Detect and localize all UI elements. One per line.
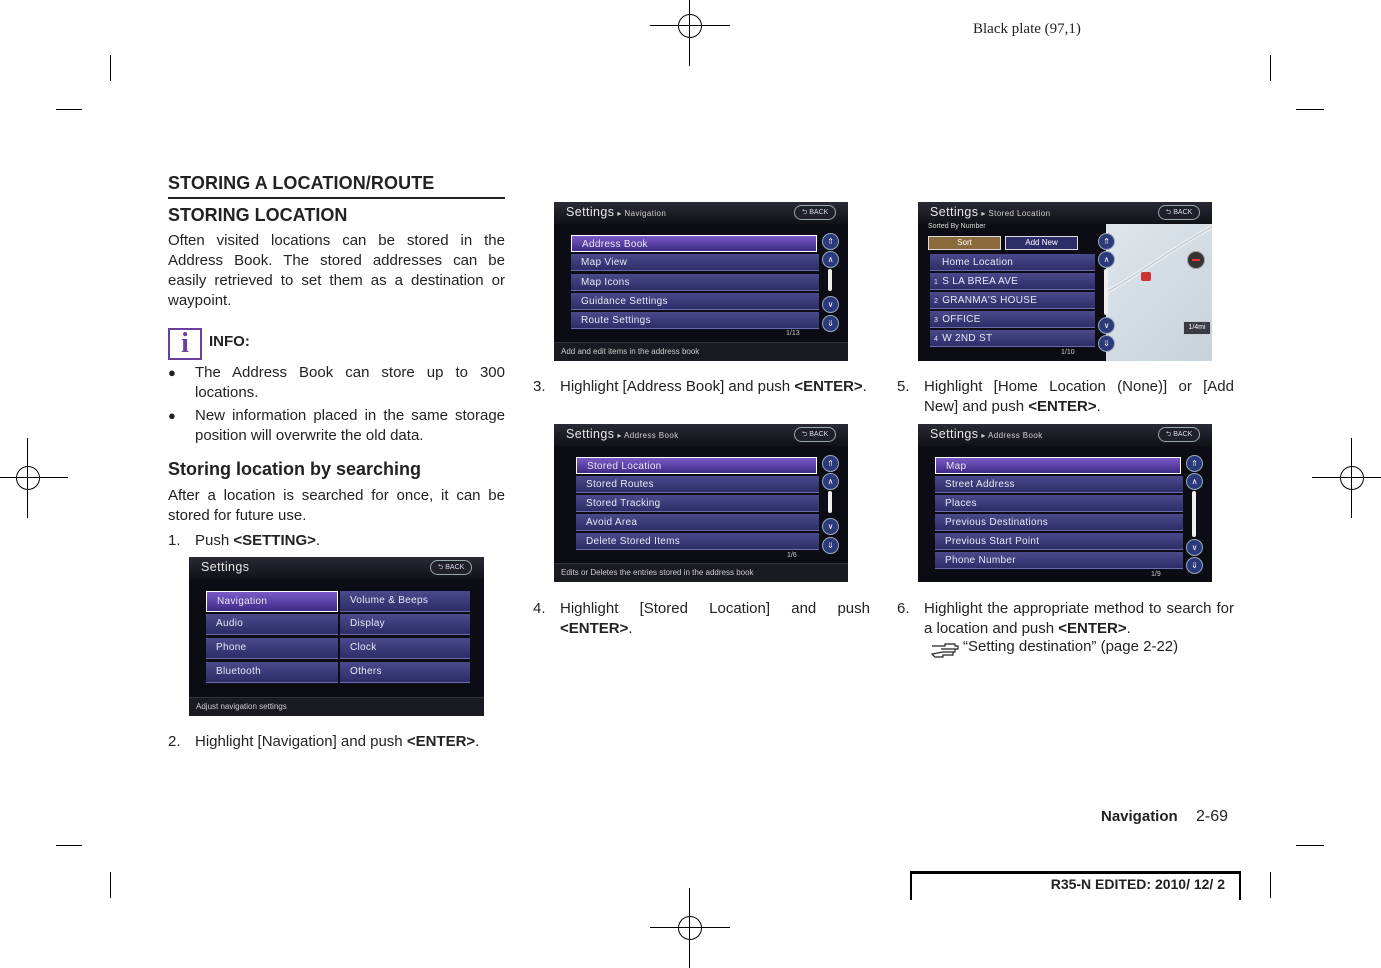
edited-stamp: R35-N EDITED: 2010/ 12/ 2 — [1050, 876, 1225, 892]
menu-item-navigation[interactable]: Navigation — [206, 591, 338, 612]
address-book-search-screen — [918, 424, 1212, 582]
intro-paragraph: Often visited locations can be stored in the Address Book. The stored addresses can be easily retrieved to set them as a destination or waypoint. — [168, 232, 505, 309]
list-item-number: 1 — [934, 279, 939, 286]
page-down-icon[interactable]: ⇓ — [822, 315, 839, 332]
crop-mark — [1296, 845, 1324, 846]
breadcrumb-text: Navigation — [624, 209, 667, 218]
menu-item-guidance-settings[interactable]: Guidance Settings — [571, 293, 819, 310]
list-item[interactable] — [930, 292, 1095, 309]
step-text: Push — [195, 532, 234, 549]
step-text: Highlight [Address Book] and push — [560, 378, 795, 395]
step-text: Highlight [Navigation] and push — [195, 733, 407, 750]
section-title: STORING A LOCATION/ROUTE — [168, 173, 505, 199]
page-indicator: 1/10 — [1061, 349, 1075, 356]
step-3 — [533, 377, 870, 417]
navigation-screen — [554, 202, 848, 361]
back-button[interactable]: ⮌ BACK — [794, 205, 836, 220]
breadcrumb: ▸ Address Book — [617, 431, 679, 440]
step-text: Highlight [Stored Location] and push — [560, 600, 870, 617]
page-up-icon[interactable]: ⇑ — [1186, 455, 1203, 472]
step-number: 6. — [897, 600, 910, 617]
breadcrumb-text: Address Book — [623, 431, 679, 440]
menu-item-street-address[interactable]: Street Address — [935, 476, 1183, 493]
menu-item-address-book[interactable]: Address Book — [571, 235, 817, 252]
searching-paragraph: After a location is searched for once, it can be stored for future use. — [168, 487, 505, 524]
scrollbar[interactable] — [1192, 491, 1196, 537]
location-marker-icon — [1141, 272, 1151, 281]
step-key: <ENTER> — [406, 733, 476, 750]
list-item-label: S LA BREA AVE — [942, 276, 1019, 287]
step-punct: . — [315, 532, 321, 549]
menu-item-phone-number[interactable]: Phone Number — [935, 552, 1183, 569]
scroll-down-icon[interactable]: ∨ — [822, 296, 839, 313]
breadcrumb: ▸ Stored Location — [981, 209, 1051, 218]
step-key: <ENTER> — [560, 620, 629, 637]
step-punct: . — [1126, 620, 1131, 637]
zoom-out-icon[interactable] — [1187, 251, 1205, 269]
page-number: 2-69 — [1196, 808, 1229, 825]
screen-title — [566, 205, 666, 219]
crop-mark — [110, 872, 111, 898]
page-reference[interactable]: “Setting destination” (page 2-22) — [963, 638, 1179, 655]
sort-status: Sorted By Number — [928, 223, 986, 230]
back-label: BACK — [445, 564, 465, 571]
breadcrumb-text: Address Book — [987, 431, 1043, 440]
scroll-controls — [822, 455, 840, 555]
list-item-number: 4 — [934, 336, 939, 343]
crop-mark — [1270, 55, 1271, 81]
scroll-down-icon[interactable]: ∨ — [822, 518, 839, 535]
scrollbar[interactable] — [828, 269, 832, 291]
step-key: <ENTER> — [1028, 398, 1097, 415]
info-bullet — [168, 406, 505, 446]
step-punct: . — [862, 378, 867, 395]
menu-item-avoid-area[interactable]: Avoid Area — [576, 514, 819, 531]
list-item-home-location[interactable] — [930, 254, 1095, 271]
screen-footer: Adjust navigation settings — [189, 697, 484, 716]
screen-title — [930, 427, 1043, 441]
crop-crosshair-bottom — [650, 888, 730, 968]
list-item-label: Home Location — [942, 257, 1014, 268]
list-item[interactable] — [930, 311, 1095, 328]
step-key: <ENTER> — [794, 378, 863, 395]
info-icon: i — [168, 328, 202, 360]
list-item-label: W 2ND ST — [942, 333, 993, 344]
list-item-label: GRANMA'S HOUSE — [942, 295, 1038, 306]
screen-title-text: Settings — [930, 427, 979, 441]
scroll-up-icon[interactable]: ∧ — [822, 473, 839, 490]
page-indicator: 1/9 — [1151, 571, 1161, 578]
menu-item-audio[interactable]: Audio — [206, 614, 338, 635]
step-number: 1. — [168, 532, 181, 549]
menu-item-map[interactable]: Map — [935, 457, 1181, 474]
step-4 — [533, 599, 870, 639]
scroll-controls — [1186, 455, 1204, 570]
page-down-icon[interactable]: ⇓ — [1098, 335, 1115, 352]
step-number: 2. — [168, 733, 181, 750]
edited-box — [910, 871, 1241, 900]
breadcrumb: ▸ Address Book — [981, 431, 1043, 440]
step-number: 3. — [533, 378, 546, 395]
step-5 — [897, 377, 1234, 417]
menu-item-bluetooth[interactable]: Bluetooth — [206, 662, 338, 683]
scroll-down-icon[interactable]: ∨ — [1098, 317, 1115, 334]
list-item[interactable] — [930, 330, 1095, 347]
list-item-number: 3 — [934, 317, 939, 324]
menu-item-route-settings[interactable]: Route Settings — [571, 312, 819, 329]
list-item-number: 2 — [934, 298, 939, 305]
menu-item-stored-location[interactable]: Stored Location — [576, 457, 817, 474]
page-indicator: 1/13 — [786, 330, 800, 337]
back-button[interactable]: ⮌ BACK — [794, 427, 836, 442]
menu-item-clock[interactable]: Clock — [340, 638, 470, 659]
screen-title-text: Settings — [566, 427, 615, 441]
back-label: BACK — [809, 209, 829, 216]
step-2 — [168, 732, 505, 752]
step-number: 5. — [897, 378, 910, 395]
breadcrumb: ▸ Navigation — [617, 209, 667, 218]
crop-crosshair-right — [1312, 438, 1381, 518]
menu-item-others[interactable]: Others — [340, 662, 470, 683]
scroll-up-icon[interactable]: ∧ — [822, 251, 839, 268]
scroll-controls — [1098, 233, 1116, 348]
screen-title: Settings — [201, 560, 250, 574]
crop-mark — [110, 55, 111, 81]
back-label: BACK — [1173, 431, 1193, 438]
map-scale: 1/4mi — [1183, 321, 1211, 335]
menu-item-map-icons[interactable]: Map Icons — [571, 274, 819, 291]
screen-title — [930, 205, 1050, 219]
info-bullet-text: The Address Book can store up to 300 locations. — [195, 364, 505, 401]
sort-button[interactable]: Sort — [928, 236, 1001, 250]
back-button[interactable]: ⮌ BACK — [430, 560, 472, 575]
bullet-icon: ● — [168, 408, 176, 423]
step-punct: . — [628, 620, 633, 637]
crop-crosshair-top — [650, 0, 730, 66]
step-text: Highlight the appropriate method to search for a location and push — [924, 600, 1234, 637]
page-down-icon[interactable]: ⇓ — [1186, 557, 1203, 574]
plate-label: Black plate (97,1) — [973, 21, 1081, 37]
breadcrumb-text: Stored Location — [988, 209, 1051, 218]
step-6 — [897, 599, 1234, 639]
menu-item-previous-start-point[interactable]: Previous Start Point — [935, 533, 1183, 550]
bullet-icon: ● — [168, 365, 176, 380]
back-button[interactable]: ⮌ BACK — [1158, 427, 1200, 442]
page-up-icon[interactable]: ⇑ — [822, 233, 839, 250]
menu-item-places[interactable]: Places — [935, 495, 1183, 512]
menu-item-display[interactable]: Display — [340, 614, 470, 635]
screen-title-text: Settings — [930, 205, 979, 219]
step-punct: . — [1096, 398, 1101, 415]
page-up-icon[interactable]: ⇑ — [1098, 233, 1115, 250]
crop-mark — [1296, 109, 1324, 110]
screen-title — [566, 427, 679, 441]
info-bullet-text: New information placed in the same storage position will overwrite the old data. — [195, 407, 505, 444]
footer-section: Navigation — [1101, 808, 1178, 825]
info-label: INFO: — [209, 333, 250, 350]
scrollbar[interactable] — [1104, 269, 1108, 315]
settings-screen — [189, 557, 484, 716]
step-key: <ENTER> — [1058, 620, 1127, 637]
crop-mark — [56, 109, 82, 110]
crop-crosshair-left — [0, 438, 68, 518]
subsection-title: STORING LOCATION — [168, 205, 348, 225]
crop-mark — [56, 845, 82, 846]
scroll-up-icon[interactable]: ∧ — [1186, 473, 1203, 490]
crop-mark — [1270, 872, 1271, 898]
scroll-up-icon[interactable]: ∧ — [1098, 251, 1115, 268]
page-indicator: 1/6 — [787, 552, 797, 559]
screen-title-text: Settings — [566, 205, 615, 219]
step-text: Highlight [Home Location (None)] or [Add New] and push — [924, 378, 1234, 415]
info-bullet — [168, 363, 505, 403]
menu-item-volume-beeps[interactable]: Volume & Beeps — [340, 591, 470, 612]
screen-footer: Add and edit items in the address book — [554, 342, 848, 361]
menu-item-map-view[interactable]: Map View — [571, 254, 819, 271]
menu-item-phone[interactable]: Phone — [206, 638, 338, 659]
list-item[interactable] — [930, 273, 1095, 290]
add-new-button[interactable]: Add New — [1005, 236, 1078, 250]
stored-location-screen — [918, 202, 1212, 361]
scroll-controls — [822, 233, 840, 333]
step-number: 4. — [533, 600, 546, 617]
map-roads — [1106, 222, 1212, 361]
page-up-icon[interactable]: ⇑ — [822, 455, 839, 472]
step-1 — [168, 531, 505, 551]
menu-item-previous-destinations[interactable]: Previous Destinations — [935, 514, 1183, 531]
searching-title: Storing location by searching — [168, 459, 422, 479]
back-label: BACK — [809, 431, 829, 438]
menu-item-stored-routes[interactable]: Stored Routes — [576, 476, 819, 493]
screen-footer: Edits or Deletes the entries stored in the address book — [554, 563, 848, 582]
step-punct: . — [475, 733, 480, 750]
scroll-down-icon[interactable]: ∨ — [1186, 539, 1203, 556]
step-key: <SETTING> — [233, 532, 316, 549]
scrollbar[interactable] — [828, 491, 832, 513]
page-down-icon[interactable]: ⇓ — [822, 537, 839, 554]
menu-item-stored-tracking[interactable]: Stored Tracking — [576, 495, 819, 512]
address-book-screen — [554, 424, 848, 582]
menu-item-delete-stored-items[interactable]: Delete Stored Items — [576, 533, 819, 550]
list-item-label: OFFICE — [942, 314, 981, 325]
back-button[interactable]: ⮌ BACK — [1158, 205, 1200, 220]
pointing-hand-icon — [931, 642, 959, 658]
back-label: BACK — [1173, 209, 1193, 216]
